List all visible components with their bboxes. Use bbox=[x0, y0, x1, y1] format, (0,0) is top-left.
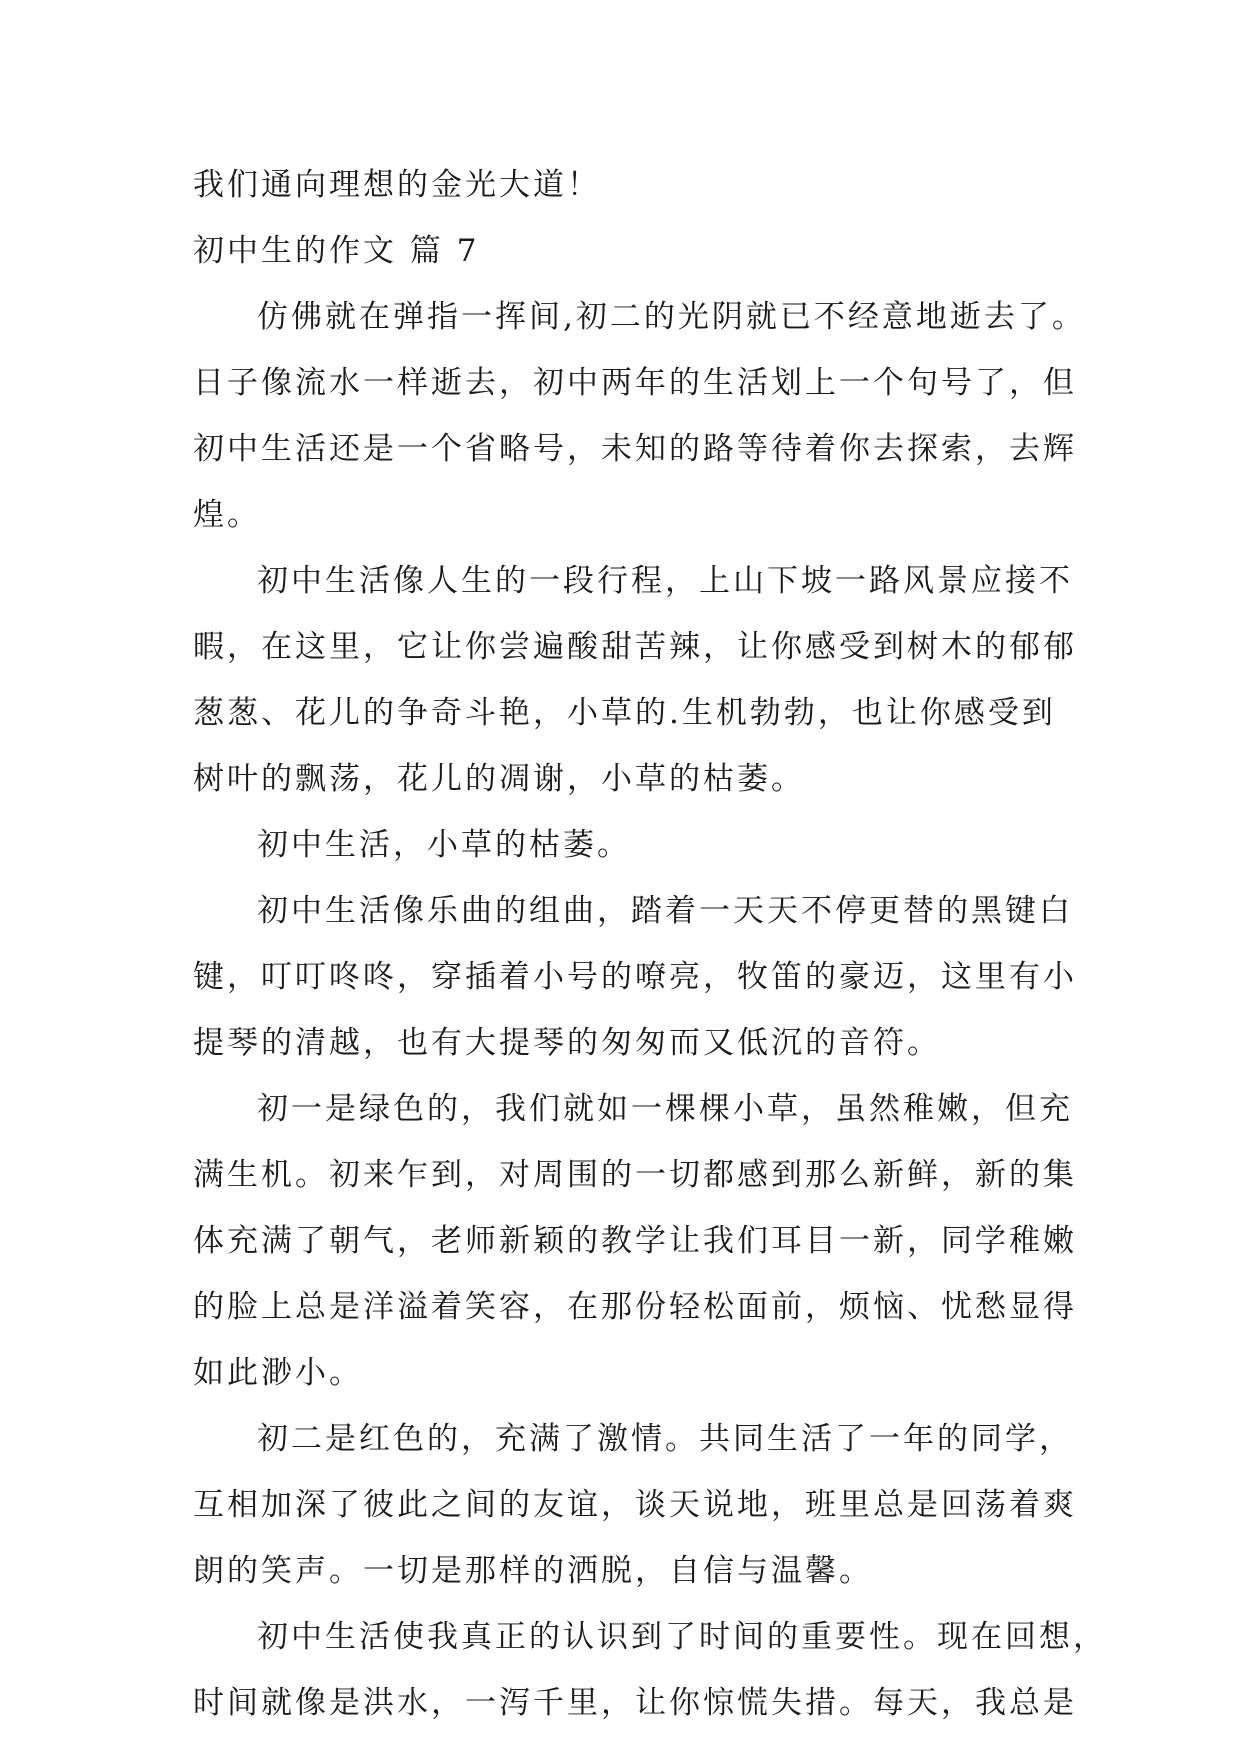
essay-title: 初中生的作文 篇 7 bbox=[193, 233, 480, 269]
text-line: 时间就像是洪水，一泻千里，让你惊慌失措。每天，我总是 bbox=[193, 1685, 1077, 1721]
text-line: 朗的笑声。一切是那样的洒脱，自信与温馨。 bbox=[193, 1553, 873, 1589]
text-line: 初中生活像人生的一段行程，上山下坡一路风景应接不 bbox=[257, 563, 1073, 599]
text-line: 日子像流水一样逝去，初中两年的生活划上一个句号了，但 bbox=[193, 365, 1077, 401]
text-line: 键，叮叮咚咚，穿插着小号的嘹亮，牧笛的豪迈，这里有小 bbox=[193, 959, 1077, 995]
essay-text bbox=[193, 164, 1107, 1748]
text-line: 的脸上总是洋溢着笑容，在那份轻松面前，烦恼、忧愁显得 bbox=[193, 1289, 1077, 1325]
text-line: 互相加深了彼此之间的友谊，谈天说地，班里总是回荡着爽 bbox=[193, 1487, 1077, 1523]
text-line: 初中生活，小草的枯萎。 bbox=[257, 827, 631, 863]
text-line: 煌。 bbox=[193, 497, 261, 533]
text-line: 如此渺小。 bbox=[193, 1355, 363, 1391]
text-line: 满生机。初来乍到，对周围的一切都感到那么新鲜，新的集 bbox=[193, 1157, 1077, 1193]
text-line: 初中生活像乐曲的组曲，踏着一天天不停更替的黑键白 bbox=[257, 893, 1073, 929]
text-line: 初二是红色的，充满了激情。共同生活了一年的同学， bbox=[257, 1421, 1073, 1457]
text-line: 葱葱、花儿的争奇斗艳，小草的.生机勃勃，也让你感受到 bbox=[193, 695, 1056, 731]
text-line: 体充满了朝气，老师新颖的教学让我们耳目一新，同学稚嫩 bbox=[193, 1223, 1077, 1259]
text-line: 初一是绿色的，我们就如一棵棵小草，虽然稚嫩，但充 bbox=[257, 1091, 1073, 1127]
text-line: 初中生活使我真正的认识到了时间的重要性。现在回想， bbox=[257, 1619, 1107, 1655]
text-line: 仿佛就在弹指一挥间,初二的光阴就已不经意地逝去了。 bbox=[257, 299, 1086, 335]
text-line: 暇，在这里，它让你尝遍酸甜苦辣，让你感受到树木的郁郁 bbox=[193, 629, 1077, 665]
text-line: 我们通向理想的金光大道！ bbox=[193, 167, 601, 203]
text-line: 初中生活还是一个省略号，未知的路等待着你去探索，去辉 bbox=[193, 431, 1077, 467]
text-line: 树叶的飘荡，花儿的凋谢，小草的枯萎。 bbox=[193, 761, 805, 797]
text-line: 提琴的清越，也有大提琴的匆匆而又低沉的音符。 bbox=[193, 1025, 941, 1061]
